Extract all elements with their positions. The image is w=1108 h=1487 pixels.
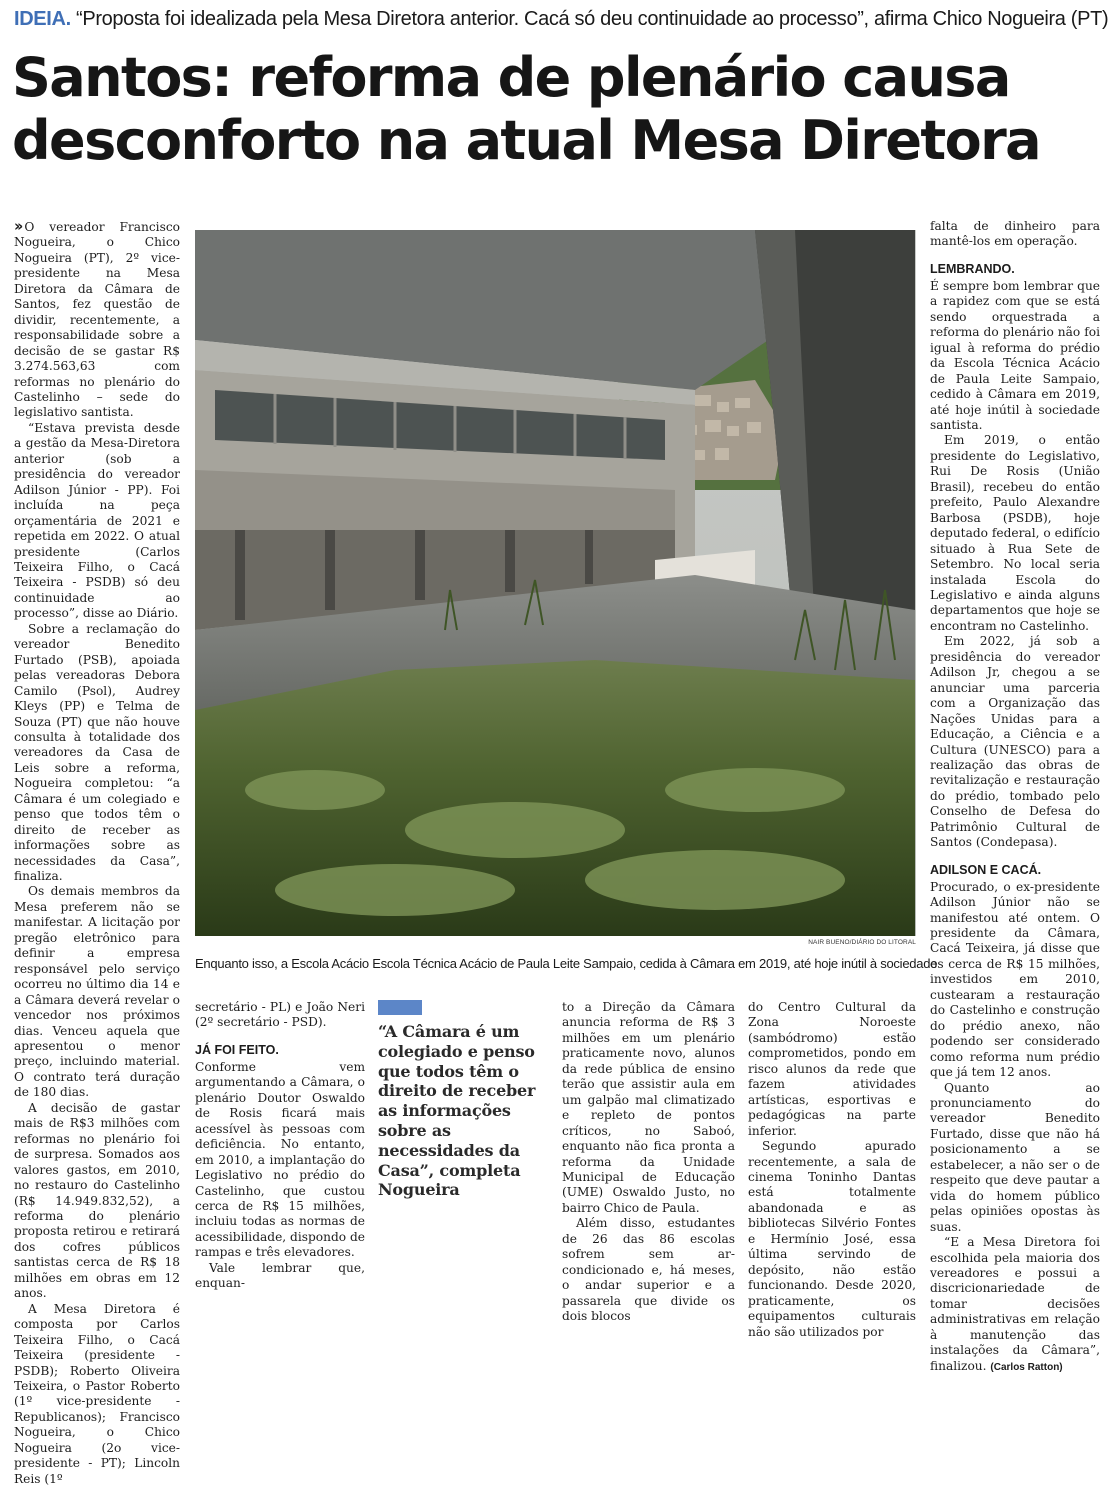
article-paragraph: A Mesa Diretora é composta por Carlos Teixeira Filho, o Cacá Teixeira (presidente - PSDB); Roberto Oliveira Teixeira, o Pastor Roberto (1º vice-presidente - Republicanos); Francisco Nogueira, o Chico Nogueira (2o vice-presidente - PT); Lincoln Reis (1º bbox=[14, 1301, 180, 1486]
article-paragraph: Sobre a reclamação do vereador Benedito Furtado (PSB), apoiada pelas vereadoras Debora Camilo (Psol), Audrey Kleys (PP) e Telma de Souza (PT) que não houve consulta à totalidade dos vereadores da Casa de Leis sobre a reforma, Nogueira completou: “a Câmara é um colegiado e penso que todos têm o direito de receber as informações sobre as necessidades da Casa”, finaliza. bbox=[14, 621, 180, 884]
article-paragraph: Os demais membros da Mesa preferem não se manifestar. A licitação por pregão eletrônico para definir a empresa responsável pelo serviço ocorreu no último dia 14 e a Câmara deverá revelar o vencedor nos próximos dias. Venceu aquela que apresentou o menor preço, incluindo material. O contrato terá duração de 180 dias. bbox=[14, 884, 180, 1100]
kicker-tag: IDEIA. bbox=[14, 8, 71, 30]
photo-credit: NAIR BUENO/DIÁRIO DO LITORAL bbox=[808, 939, 916, 946]
author-signature: (Carlos Ratton) bbox=[990, 1361, 1063, 1373]
pull-quote: “A Câmara é um colegiado e penso que todos têm o direito de receber as informações sobre as necessidades da Casa”, completa Nogueira bbox=[378, 1022, 536, 1200]
article-paragraph: ›› O vereador Francisco Nogueira, o Chico Nogueira (PT), 2º vice-presidente na Mesa Diretora da Câmara de Santos, fez questão de dividir, recentemente, a responsabilidade sobre a decisão de se gastar R$ 3.274.563,63 com reformas no plenário do Castelinho – sede do legislativo santista. bbox=[14, 217, 180, 420]
article-paragraph: Procurado, o ex-presidente Adilson Júnior não se manifestou até ontem. O presidente da Câmara, Cacá Teixeira, já disse que os cerca de R$ 15 milhões, investidos em 2010, custearam a restauração do Castelinho e construção do prédio anexo, não podendo ser considerado como reforma num prédio que já tem 12 anos. bbox=[930, 879, 1100, 1080]
article-photo bbox=[195, 230, 916, 936]
article-column-4 bbox=[562, 1000, 735, 1324]
article-paragraph: “Estava prevista desde a gestão da Mesa-Diretora anterior (sob a presidência do vereador Adilson Júnior - PP). Foi incluída na peça orçamentária de 2021 e repetida em 2022. O atual presidente (Carlos Teixeira Filho, o Cacá Teixeira - PSDB) só deu continuidade ao processo”, disse ao Diário. bbox=[14, 420, 180, 621]
article-paragraph: Conforme vem argumentando a Câmara, o plenário Doutor Oswaldo de Rosis ficará mais acessível às pessoas com deficiência. No entanto, em 2010, a implantação do Legislativo no prédio do Castelinho, que custou cerca de R$ 15 milhões, incluiu todas as normas de acessibilidade, dispondo de rampas e três elevadores. bbox=[195, 1059, 366, 1260]
article-paragraph: Além disso, estudantes de 26 das 86 escolas sofrem sem ar-condicionado e, há meses, o andar superior e a passarela que divide os dois blocos bbox=[562, 1216, 735, 1324]
article-column-1 bbox=[14, 217, 180, 1486]
chevron-right-icon: ›› bbox=[14, 217, 21, 235]
article-column-6 bbox=[930, 219, 1100, 1373]
photo-caption: Enquanto isso, a Escola Acácio Escola Técnica Acácio de Paula Leite Sampaio, cedida à Câmara em 2019, até hoje inútil à sociedade bbox=[195, 956, 938, 971]
article-paragraph: Em 2022, já sob a presidência do vereador Adilson Jr, chegou a se anunciar uma parceria com a Organização das Nações Unidas para a Educação, a Ciência e a Cultura (UNESCO) para a realização das obras de revitalização e restauração do prédio, tombado pelo Conselho de Defesa do Patrimônio Cultural de Santos (Condepasa). bbox=[930, 634, 1100, 850]
building-photo-illustration bbox=[195, 230, 916, 936]
article-paragraph: Quanto ao pronunciamento do vereador Benedito Furtado, disse que não há posicionamento a se estabelecer, a não ser o de respeito que deve pautar a vida do homem público pelas opiniões opostas às suas. bbox=[930, 1080, 1100, 1234]
article-paragraph: A decisão de gastar mais de R$3 milhões com reformas no plenário foi de surpresa. Somados aos valores gastos, em 2010, no restauro do Castelinho (R$ 14.949.832,52), a reforma do plenário proposta retirou e retirará dos cofres públicos santistas cerca de R$ 18 milhões em obras em 12 anos. bbox=[14, 1100, 180, 1301]
article-paragraph: É sempre bom lembrar que a rapidez com que se está sendo orquestrada a reforma do plenário não foi igual à reforma do prédio da Escola Técnica Acácio de Paula Leite Sampaio, cedido à Câmara em 2019, até hoje inútil à sociedade santista. bbox=[930, 278, 1100, 432]
kicker bbox=[14, 4, 1108, 34]
subheading-lembrando: LEMBRANDO. bbox=[930, 261, 1015, 276]
article-paragraph: “E a Mesa Diretora foi escolhida pela maioria dos vereadores e possui a discricionariedade de tomar decisões administrativas em relação à manutenção das instalações da Câmara”, finalizou. (Carlos Ratton) bbox=[930, 1235, 1100, 1373]
headline bbox=[12, 46, 1102, 172]
subheading-ja-foi-feito: JÁ FOI FEITO. bbox=[195, 1042, 279, 1057]
quote-accent-bar bbox=[378, 1000, 422, 1015]
kicker-text: “Proposta foi idealizada pela Mesa Diretora anterior. Cacá só deu continuidade ao processo”, afirma Chico Nogueira (PT) bbox=[76, 8, 1108, 30]
article-paragraph: falta de dinheiro para mantê-los em operação. bbox=[930, 219, 1100, 249]
article-paragraph: Em 2019, o então presidente do Legislativo, Rui De Rosis (União Brasil), recebeu do então prefeito, Paulo Alexandre Barbosa (PSDB), hoje deputado federal, o edifício situado à Rua Sete de Setembro. No local seria instalada Escola do Legislativo e ainda alguns departamentos que hoje se encontram no Castelinho. bbox=[930, 433, 1100, 633]
article-paragraph: Segundo apurado recentemente, a sala de cinema Toninho Dantas está totalmente abandonada e as bibliotecas Silvério Fontes e Hermínio José, essa última servindo de depósito, não estão funcionando. Desde 2020, praticamente, os equipamentos culturais não são utilizados por bbox=[748, 1139, 916, 1339]
article-paragraph: Vale lembrar que, enquan- bbox=[195, 1260, 365, 1291]
article-paragraph: do Centro Cultural da Zona Noroeste (sambódromo) estão comprometidos, pondo em risco alunos da rede que fazem atividades artísticas, esportivas e pedagógicas na parte inferior. bbox=[748, 1000, 916, 1138]
article-column-2 bbox=[195, 1000, 366, 1291]
article-paragraph: secretário - PL) e João Neri (2º secretário - PSD). bbox=[195, 1000, 365, 1030]
article-paragraph: to a Direção da Câmara anuncia reforma de R$ 3 milhões em um plenário praticamente novo, alunos da rede pública de ensino terão que assistir aula em um galpão mal climatizado e repleto de pontos críticos, no Saboó, enquanto não fica pronta a reforma da Unidade Municipal de Educação (UME) Oswaldo Justo, no bairro Chico de Paula. bbox=[562, 1000, 735, 1215]
article-column-5 bbox=[748, 1000, 916, 1339]
subheading-adilson-e-caca: ADILSON E CACÁ. bbox=[930, 862, 1042, 877]
headline-line-1: Santos: reforma de plenário causa bbox=[12, 46, 1010, 109]
headline-line-2: desconforto na atual Mesa Diretora bbox=[12, 109, 1040, 172]
